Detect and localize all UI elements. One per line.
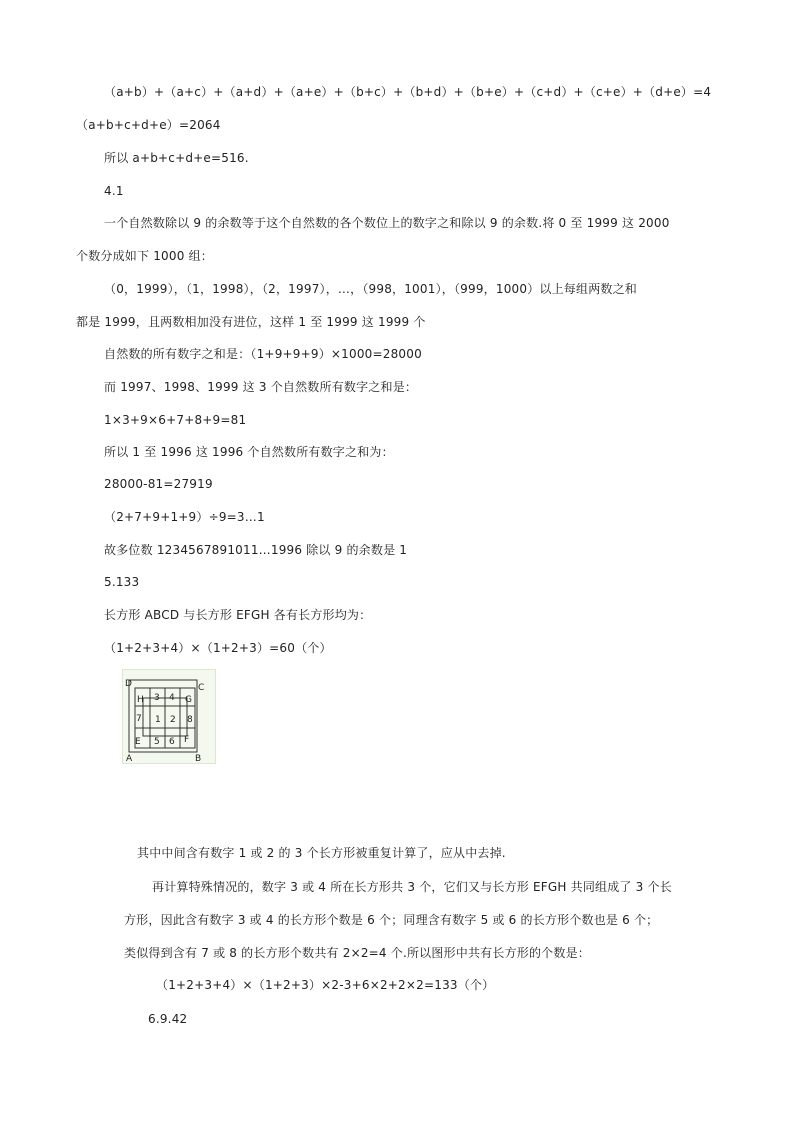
cell-number: 2 <box>170 715 176 725</box>
rectangle-figure-drawing <box>123 670 217 765</box>
text-line-19: 其中中间含有数字 1 或 2 的 3 个长方形被重复计算了，应从中去掉. <box>137 846 506 860</box>
text-line-7: （0，1999），（1，1998），（2，1997），…，（998，1001），（999，1000）以上每组两数之和 <box>104 282 638 296</box>
text-line-23: （1+2+3+4）×（1+2+3）×2-3+6×2+2×2=133（个） <box>156 978 495 992</box>
text-line-14: （2+7+9+1+9）÷9=3…1 <box>104 510 265 524</box>
text-line-9: 自然数的所有数字之和是：（1+9+9+9）×1000=28000 <box>104 347 422 361</box>
text-line-11: 1×3+9×6+7+8+9=81 <box>104 413 247 427</box>
text-line-10: 而 1997、1998、1999 这 3 个自然数所有数字之和是： <box>104 380 418 394</box>
cell-number: 6 <box>169 737 175 747</box>
corner-label-d: D <box>125 679 132 689</box>
corner-label-h: H <box>137 695 144 705</box>
corner-label-a: A <box>126 754 133 764</box>
cell-number: 8 <box>187 715 193 725</box>
text-line-15: 故多位数 1234567891011…1996 除以 9 的余数是 1 <box>104 543 408 557</box>
corner-label-c: C <box>198 683 205 693</box>
corner-label-b: B <box>195 754 202 764</box>
cell-number: 5 <box>154 737 160 747</box>
section-number-4: 4.1 <box>104 184 124 198</box>
text-line-17: 长方形 ABCD 与长方形 EFGH 各有长方形均为： <box>104 608 372 622</box>
corner-label-f: F <box>184 735 190 745</box>
text-line-8: 都是 1999，且两数相加没有进位，这样 1 至 1999 这 1999 个 <box>76 315 426 329</box>
text-line-18: （1+2+3+4）×（1+2+3）=60（个） <box>104 641 332 655</box>
rectangle-figure <box>122 669 216 764</box>
cell-number: 3 <box>154 693 160 703</box>
section-number-5: 5.133 <box>104 575 140 589</box>
text-line-3: 所以 a+b+c+d+e=516. <box>104 151 249 165</box>
text-line-20: 再计算特殊情况的，数字 3 或 4 所在长方形共 3 个，它们又与长方形 EFGH 共同组成了 3 个长 <box>152 880 672 894</box>
text-line-2: （a+b+c+d+e）=2064 <box>76 118 221 132</box>
section-number-6: 6.9.42 <box>148 1012 188 1026</box>
cell-number: 4 <box>169 693 175 703</box>
text-line-13: 28000-81=27919 <box>104 477 213 491</box>
cell-number: 1 <box>155 715 161 725</box>
corner-label-e: E <box>135 737 141 747</box>
cell-number: 7 <box>136 714 142 724</box>
text-line-6: 个数分成如下 1000 组： <box>76 249 213 263</box>
corner-label-g: G <box>185 695 192 705</box>
text-line-1: （a+b）+（a+c）+（a+d）+（a+e）+（b+c）+（b+d）+（b+e）+（c+d）+（c+e）+（d+e）=4 <box>104 85 712 99</box>
text-line-22: 类似得到含有 7 或 8 的长方形个数共有 2×2=4 个.所以图形中共有长方形的个数是： <box>124 946 590 960</box>
text-line-21: 方形，因此含有数字 3 或 4 的长方形个数是 6 个；同理含有数字 5 或 6 的长方形个数也是 6 个； <box>124 913 659 927</box>
text-line-5: 一个自然数除以 9 的余数等于这个自然数的各个数位上的数字之和除以 9 的余数.将 0 至 1999 这 2000 <box>104 216 670 230</box>
text-line-12: 所以 1 至 1996 这 1996 个自然数所有数字之和为： <box>104 445 394 459</box>
